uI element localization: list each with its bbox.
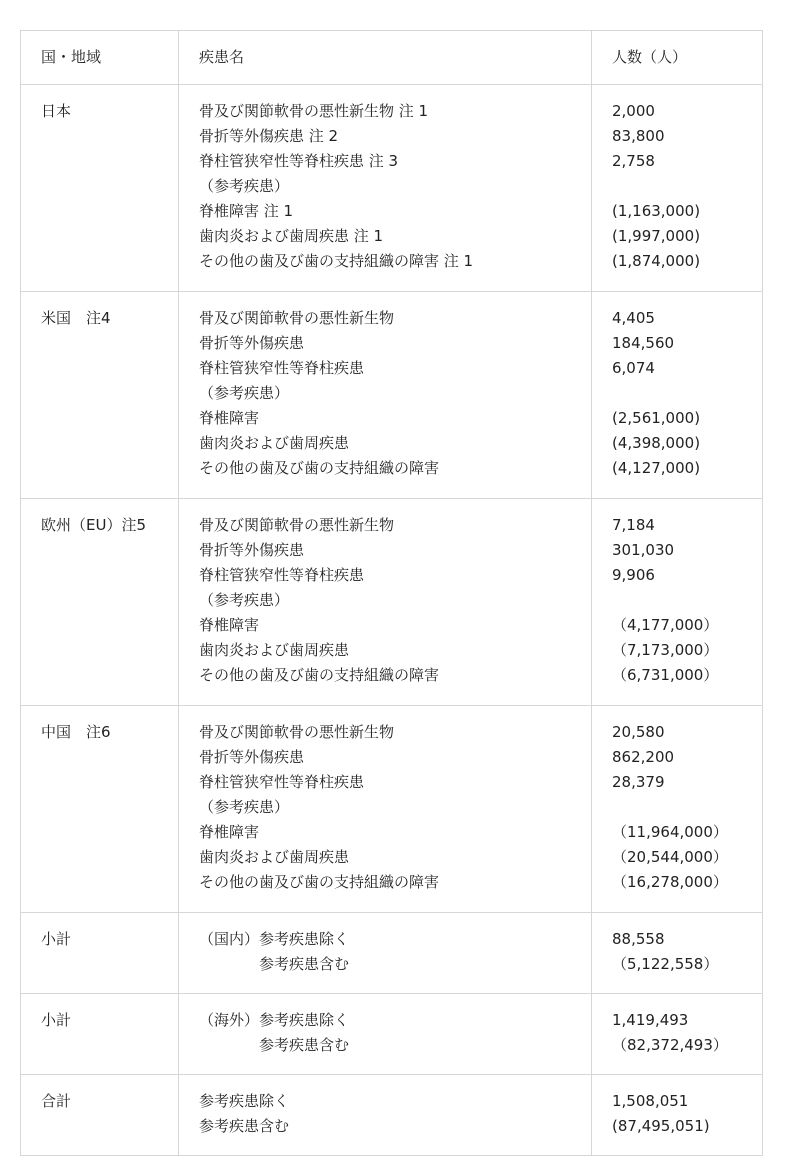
table-header-row xyxy=(21,31,763,85)
table-row xyxy=(21,292,763,499)
disease-name: （海外）参考疾患除く xyxy=(199,1011,350,1029)
disease-name: その他の歯及び歯の支持組織の障害 xyxy=(199,873,440,891)
disease-name: 歯肉炎および歯周疾患 xyxy=(199,434,350,452)
patient-count: (4,127,000) xyxy=(612,459,701,477)
count-cell xyxy=(592,913,763,994)
disease-name: その他の歯及び歯の支持組織の障害 xyxy=(199,459,440,477)
disease-name: 歯肉炎および歯周疾患 注 1 xyxy=(199,227,384,245)
disease-name: 骨及び関節軟骨の悪性新生物 注 1 xyxy=(199,102,429,120)
disease-name: 参考疾患含む xyxy=(199,955,350,973)
region-cell: 欧州（EU）注5 xyxy=(21,499,179,706)
patient-count: （7,173,000） xyxy=(612,641,719,659)
patient-count: (87,495,051) xyxy=(612,1117,710,1135)
disease-name: 骨折等外傷疾患 xyxy=(199,334,305,352)
disease-name: 骨及び関節軟骨の悪性新生物 xyxy=(199,516,395,534)
disease-cell xyxy=(179,706,592,913)
disease-name: 脊椎障害 xyxy=(199,409,260,427)
count-cell xyxy=(592,706,763,913)
disease-table xyxy=(20,30,763,1156)
disease-cell xyxy=(179,85,592,292)
patient-count: 4,405 xyxy=(612,309,655,327)
patient-count: （16,278,000） xyxy=(612,873,728,891)
table-body xyxy=(21,85,763,1156)
region-cell: 中国 注6 xyxy=(21,706,179,913)
header-count: 人数（人） xyxy=(592,31,763,85)
disease-name: （参考疾患） xyxy=(199,384,290,402)
disease-name: 参考疾患除く xyxy=(199,1092,290,1110)
disease-name: （国内）参考疾患除く xyxy=(199,930,350,948)
disease-name: 骨折等外傷疾患 注 2 xyxy=(199,127,339,145)
patient-count: （5,122,558） xyxy=(612,955,719,973)
patient-count: 1,419,493 xyxy=(612,1011,689,1029)
count-cell xyxy=(592,292,763,499)
disease-cell xyxy=(179,1075,592,1156)
table-row xyxy=(21,913,763,994)
patient-count: （11,964,000） xyxy=(612,823,728,841)
count-cell xyxy=(592,85,763,292)
disease-name: 参考疾患含む xyxy=(199,1117,290,1135)
patient-count: 184,560 xyxy=(612,334,675,352)
patient-count: 2,758 xyxy=(612,152,655,170)
table-row xyxy=(21,499,763,706)
patient-count: 83,800 xyxy=(612,127,665,145)
disease-name: 骨及び関節軟骨の悪性新生物 xyxy=(199,309,395,327)
region-cell: 合計 xyxy=(21,1075,179,1156)
region-cell: 米国 注4 xyxy=(21,292,179,499)
patient-count: 6,074 xyxy=(612,359,655,377)
patient-count: 862,200 xyxy=(612,748,675,766)
disease-cell xyxy=(179,913,592,994)
region-cell: 小計 xyxy=(21,913,179,994)
patient-count: （20,544,000） xyxy=(612,848,728,866)
table-row xyxy=(21,994,763,1075)
count-cell xyxy=(592,1075,763,1156)
disease-name: 脊柱管狭窄性等脊柱疾患 xyxy=(199,773,365,791)
header-disease: 疾患名 xyxy=(179,31,592,85)
patient-count: （4,177,000） xyxy=(612,616,719,634)
disease-name: 脊柱管狭窄性等脊柱疾患 xyxy=(199,359,365,377)
patient-count: (1,997,000) xyxy=(612,227,701,245)
disease-name: その他の歯及び歯の支持組織の障害 xyxy=(199,666,440,684)
patient-count: (1,163,000) xyxy=(612,202,701,220)
disease-name: 脊柱管狭窄性等脊柱疾患 xyxy=(199,566,365,584)
patient-count: （82,372,493） xyxy=(612,1036,728,1054)
disease-name: （参考疾患） xyxy=(199,177,290,195)
patient-count xyxy=(612,174,762,199)
disease-name: 歯肉炎および歯周疾患 xyxy=(199,848,350,866)
disease-name: 骨折等外傷疾患 xyxy=(199,541,305,559)
table-row xyxy=(21,85,763,292)
disease-name: 脊柱管狭窄性等脊柱疾患 注 3 xyxy=(199,152,399,170)
patient-count: (4,398,000) xyxy=(612,434,701,452)
table-row xyxy=(21,1075,763,1156)
patient-count: 7,184 xyxy=(612,516,655,534)
disease-name: 脊椎障害 xyxy=(199,823,260,841)
patient-count: 9,906 xyxy=(612,566,655,584)
table-row xyxy=(21,706,763,913)
disease-name: 脊椎障害 注 1 xyxy=(199,202,294,220)
region-cell: 小計 xyxy=(21,994,179,1075)
patient-count: (1,874,000) xyxy=(612,252,701,270)
patient-count xyxy=(612,795,762,820)
patient-count: 28,379 xyxy=(612,773,665,791)
patient-count xyxy=(612,381,762,406)
count-cell xyxy=(592,994,763,1075)
disease-name: 骨折等外傷疾患 xyxy=(199,748,305,766)
disease-cell xyxy=(179,292,592,499)
disease-cell xyxy=(179,994,592,1075)
count-cell xyxy=(592,499,763,706)
patient-count: 20,580 xyxy=(612,723,665,741)
patient-count: （6,731,000） xyxy=(612,666,719,684)
disease-name: 参考疾患含む xyxy=(199,1036,350,1054)
region-cell: 日本 xyxy=(21,85,179,292)
header-region: 国・地域 xyxy=(21,31,179,85)
disease-name: （参考疾患） xyxy=(199,591,290,609)
patient-count: 1,508,051 xyxy=(612,1092,689,1110)
disease-name: 歯肉炎および歯周疾患 xyxy=(199,641,350,659)
patient-count: 88,558 xyxy=(612,930,665,948)
patient-count xyxy=(612,588,762,613)
patient-count: 301,030 xyxy=(612,541,675,559)
patient-count: (2,561,000) xyxy=(612,409,701,427)
disease-name: 脊椎障害 xyxy=(199,616,260,634)
disease-name: その他の歯及び歯の支持組織の障害 注 1 xyxy=(199,252,474,270)
disease-name: （参考疾患） xyxy=(199,798,290,816)
disease-name: 骨及び関節軟骨の悪性新生物 xyxy=(199,723,395,741)
patient-count: 2,000 xyxy=(612,102,655,120)
disease-cell xyxy=(179,499,592,706)
